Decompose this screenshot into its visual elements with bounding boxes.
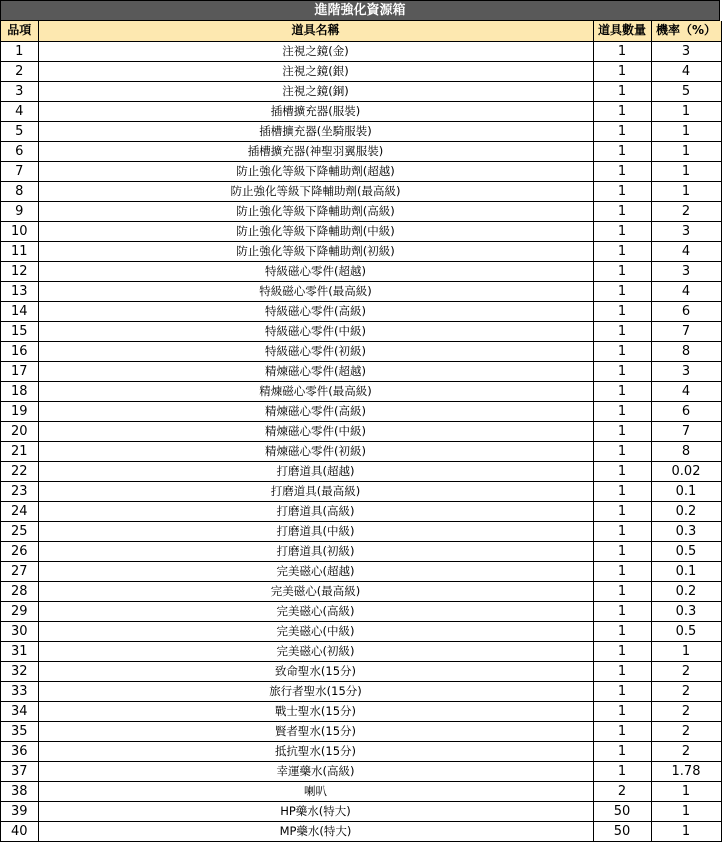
cell-item-name: 完美磁心(最高級) — [38, 581, 593, 601]
cell-probability: 8 — [651, 341, 721, 361]
cell-item-no: 33 — [1, 681, 38, 701]
cell-probability: 0.2 — [651, 581, 721, 601]
cell-item-no: 12 — [1, 261, 38, 281]
table-row — [1, 141, 721, 161]
cell-item-name: 特級磁心零件(高級) — [38, 301, 593, 321]
cell-item-name: 幸運藥水(高級) — [38, 761, 593, 781]
table-row — [1, 41, 721, 61]
cell-item-name: 防止強化等級下降輔助劑(高級) — [38, 201, 593, 221]
table-row — [1, 561, 721, 581]
cell-item-no: 25 — [1, 521, 38, 541]
cell-quantity: 1 — [593, 661, 651, 681]
cell-probability: 4 — [651, 61, 721, 81]
cell-probability: 3 — [651, 261, 721, 281]
cell-item-no: 29 — [1, 601, 38, 621]
cell-item-no: 26 — [1, 541, 38, 561]
table-row — [1, 301, 721, 321]
cell-quantity: 1 — [593, 561, 651, 581]
cell-quantity: 1 — [593, 341, 651, 361]
table-row — [1, 81, 721, 101]
cell-item-no: 21 — [1, 441, 38, 461]
cell-item-name: 賢者聖水(15分) — [38, 721, 593, 741]
cell-probability: 1 — [651, 181, 721, 201]
cell-item-no: 30 — [1, 621, 38, 641]
table-row — [1, 181, 721, 201]
cell-probability: 5 — [651, 81, 721, 101]
cell-item-name: 注視之鏡(金) — [38, 41, 593, 61]
cell-item-name: 精煉磁心零件(最高級) — [38, 381, 593, 401]
cell-item-no: 28 — [1, 581, 38, 601]
table-row — [1, 61, 721, 81]
cell-quantity: 1 — [593, 181, 651, 201]
cell-probability: 8 — [651, 441, 721, 461]
cell-item-name: 精煉磁心零件(超越) — [38, 361, 593, 381]
cell-item-no: 19 — [1, 401, 38, 421]
cell-item-no: 32 — [1, 661, 38, 681]
cell-item-no: 6 — [1, 141, 38, 161]
cell-item-name: 打磨道具(最高級) — [38, 481, 593, 501]
cell-item-no: 27 — [1, 561, 38, 581]
table-row — [1, 221, 721, 241]
table-row — [1, 721, 721, 741]
cell-quantity: 1 — [593, 101, 651, 121]
cell-quantity: 1 — [593, 41, 651, 61]
cell-item-name: 完美磁心(中級) — [38, 621, 593, 641]
cell-item-no: 9 — [1, 201, 38, 221]
cell-quantity: 1 — [593, 221, 651, 241]
cell-item-name: 完美磁心(高級) — [38, 601, 593, 621]
table-row — [1, 261, 721, 281]
cell-item-name: 打磨道具(超越) — [38, 461, 593, 481]
table-row — [1, 521, 721, 541]
cell-probability: 2 — [651, 681, 721, 701]
cell-quantity: 1 — [593, 481, 651, 501]
cell-item-no: 2 — [1, 61, 38, 81]
cell-item-name: 打磨道具(中級) — [38, 521, 593, 541]
cell-probability: 1 — [651, 801, 721, 821]
cell-probability: 0.5 — [651, 621, 721, 641]
cell-quantity: 1 — [593, 361, 651, 381]
cell-probability: 1 — [651, 161, 721, 181]
table-row — [1, 601, 721, 621]
table-row — [1, 461, 721, 481]
table-row — [1, 101, 721, 121]
cell-probability: 7 — [651, 321, 721, 341]
cell-item-no: 3 — [1, 81, 38, 101]
table-row — [1, 441, 721, 461]
table-row — [1, 801, 721, 821]
cell-quantity: 1 — [593, 121, 651, 141]
cell-item-no: 5 — [1, 121, 38, 141]
table-row — [1, 621, 721, 641]
cell-item-name: 特級磁心零件(最高級) — [38, 281, 593, 301]
cell-probability: 1 — [651, 821, 721, 841]
cell-item-no: 8 — [1, 181, 38, 201]
table-row — [1, 321, 721, 341]
cell-quantity: 1 — [593, 141, 651, 161]
cell-probability: 1 — [651, 101, 721, 121]
cell-quantity: 1 — [593, 721, 651, 741]
cell-item-name: 精煉磁心零件(初級) — [38, 441, 593, 461]
cell-item-name: 打磨道具(初級) — [38, 541, 593, 561]
cell-quantity: 1 — [593, 521, 651, 541]
cell-item-name: 特級磁心零件(超越) — [38, 261, 593, 281]
cell-probability: 6 — [651, 401, 721, 421]
cell-probability: 1 — [651, 781, 721, 801]
cell-item-name: 插槽擴充器(服裝) — [38, 101, 593, 121]
cell-quantity: 1 — [593, 261, 651, 281]
cell-item-no: 11 — [1, 241, 38, 261]
cell-probability: 2 — [651, 701, 721, 721]
table-row — [1, 241, 721, 261]
cell-item-name: 特級磁心零件(中級) — [38, 321, 593, 341]
cell-probability: 0.5 — [651, 541, 721, 561]
cell-item-no: 10 — [1, 221, 38, 241]
cell-probability: 2 — [651, 201, 721, 221]
table-title: 進階強化資源箱 — [1, 1, 720, 21]
cell-quantity: 2 — [593, 781, 651, 801]
cell-item-name: 精煉磁心零件(中級) — [38, 421, 593, 441]
table-row — [1, 281, 721, 301]
cell-probability: 0.3 — [651, 601, 721, 621]
cell-item-no: 39 — [1, 801, 38, 821]
table-row — [1, 541, 721, 561]
cell-item-name: 插槽擴充器(坐騎服裝) — [38, 121, 593, 141]
table-row — [1, 741, 721, 761]
cell-probability: 0.2 — [651, 501, 721, 521]
cell-probability: 0.1 — [651, 481, 721, 501]
cell-item-name: 防止強化等級下降輔助劑(最高級) — [38, 181, 593, 201]
cell-probability: 3 — [651, 41, 721, 61]
cell-item-name: 戰士聖水(15分) — [38, 701, 593, 721]
table-row — [1, 501, 721, 521]
cell-probability: 0.1 — [651, 561, 721, 581]
cell-quantity: 1 — [593, 241, 651, 261]
cell-probability: 4 — [651, 281, 721, 301]
cell-item-no: 34 — [1, 701, 38, 721]
cell-item-no: 22 — [1, 461, 38, 481]
cell-item-name: MP藥水(特大) — [38, 821, 593, 841]
cell-item-name: 防止強化等級下降輔助劑(中級) — [38, 221, 593, 241]
table-row — [1, 681, 721, 701]
cell-quantity: 1 — [593, 201, 651, 221]
table-row — [1, 361, 721, 381]
table-row — [1, 121, 721, 141]
table-row — [1, 421, 721, 441]
cell-item-no: 4 — [1, 101, 38, 121]
cell-quantity: 1 — [593, 741, 651, 761]
cell-item-no: 24 — [1, 501, 38, 521]
cell-quantity: 1 — [593, 641, 651, 661]
table-row — [1, 481, 721, 501]
cell-item-no: 38 — [1, 781, 38, 801]
cell-item-no: 1 — [1, 41, 38, 61]
table-row — [1, 581, 721, 601]
cell-quantity: 1 — [593, 61, 651, 81]
cell-probability: 3 — [651, 361, 721, 381]
cell-item-name: 插槽擴充器(神聖羽翼服裝) — [38, 141, 593, 161]
cell-item-name: 精煉磁心零件(高級) — [38, 401, 593, 421]
cell-item-no: 15 — [1, 321, 38, 341]
table-row — [1, 381, 721, 401]
cell-quantity: 1 — [593, 441, 651, 461]
cell-item-name: 旅行者聖水(15分) — [38, 681, 593, 701]
cell-quantity: 1 — [593, 621, 651, 641]
cell-probability: 4 — [651, 381, 721, 401]
cell-item-no: 35 — [1, 721, 38, 741]
cell-probability: 1.78 — [651, 761, 721, 781]
cell-probability: 1 — [651, 641, 721, 661]
cell-item-name: 特級磁心零件(初級) — [38, 341, 593, 361]
cell-item-no: 13 — [1, 281, 38, 301]
cell-quantity: 1 — [593, 501, 651, 521]
header-row — [1, 21, 721, 41]
cell-item-name: 打磨道具(高級) — [38, 501, 593, 521]
cell-quantity: 1 — [593, 301, 651, 321]
cell-item-name: 完美磁心(初級) — [38, 641, 593, 661]
cell-item-no: 36 — [1, 741, 38, 761]
cell-quantity: 1 — [593, 161, 651, 181]
cell-item-no: 31 — [1, 641, 38, 661]
cell-probability: 6 — [651, 301, 721, 321]
cell-item-name: 完美磁心(超越) — [38, 561, 593, 581]
cell-probability: 3 — [651, 221, 721, 241]
cell-quantity: 1 — [593, 701, 651, 721]
cell-item-name: 喇叭 — [38, 781, 593, 801]
probability-table — [1, 21, 722, 842]
cell-quantity: 1 — [593, 461, 651, 481]
cell-item-no: 18 — [1, 381, 38, 401]
cell-quantity: 1 — [593, 761, 651, 781]
cell-probability: 1 — [651, 121, 721, 141]
cell-item-name: 注視之鏡(銅) — [38, 81, 593, 101]
header-item-name: 道具名稱 — [38, 21, 593, 41]
cell-probability: 2 — [651, 661, 721, 681]
cell-quantity: 1 — [593, 601, 651, 621]
header-item-quantity: 道具數量 — [593, 21, 651, 41]
table-row — [1, 401, 721, 421]
table-row — [1, 161, 721, 181]
cell-quantity: 50 — [593, 821, 651, 841]
cell-item-name: 注視之鏡(銀) — [38, 61, 593, 81]
cell-probability: 2 — [651, 721, 721, 741]
table-row — [1, 341, 721, 361]
cell-item-no: 20 — [1, 421, 38, 441]
cell-item-name: 防止強化等級下降輔助劑(初級) — [38, 241, 593, 261]
cell-item-name: HP藥水(特大) — [38, 801, 593, 821]
cell-quantity: 1 — [593, 281, 651, 301]
table-row — [1, 641, 721, 661]
cell-probability: 4 — [651, 241, 721, 261]
cell-item-name: 防止強化等級下降輔助劑(超越) — [38, 161, 593, 181]
cell-probability: 1 — [651, 141, 721, 161]
table-row — [1, 761, 721, 781]
cell-quantity: 1 — [593, 541, 651, 561]
cell-quantity: 1 — [593, 681, 651, 701]
cell-item-no: 40 — [1, 821, 38, 841]
cell-probability: 0.3 — [651, 521, 721, 541]
cell-quantity: 1 — [593, 81, 651, 101]
cell-item-no: 16 — [1, 341, 38, 361]
cell-quantity: 1 — [593, 381, 651, 401]
table-row — [1, 701, 721, 721]
cell-item-no: 37 — [1, 761, 38, 781]
cell-probability: 2 — [651, 741, 721, 761]
table-row — [1, 201, 721, 221]
cell-item-name: 抵抗聖水(15分) — [38, 741, 593, 761]
cell-item-no: 17 — [1, 361, 38, 381]
table-body — [1, 41, 721, 841]
cell-item-no: 14 — [1, 301, 38, 321]
cell-item-no: 7 — [1, 161, 38, 181]
cell-quantity: 50 — [593, 801, 651, 821]
cell-quantity: 1 — [593, 581, 651, 601]
cell-item-name: 致命聖水(15分) — [38, 661, 593, 681]
cell-quantity: 1 — [593, 401, 651, 421]
table-row — [1, 821, 721, 841]
header-probability: 機率（%） — [651, 21, 721, 41]
header-item-no: 品項 — [1, 21, 38, 41]
cell-quantity: 1 — [593, 421, 651, 441]
table-row — [1, 661, 721, 681]
cell-quantity: 1 — [593, 321, 651, 341]
cell-item-no: 23 — [1, 481, 38, 501]
table-row — [1, 781, 721, 801]
cell-probability: 7 — [651, 421, 721, 441]
cell-probability: 0.02 — [651, 461, 721, 481]
